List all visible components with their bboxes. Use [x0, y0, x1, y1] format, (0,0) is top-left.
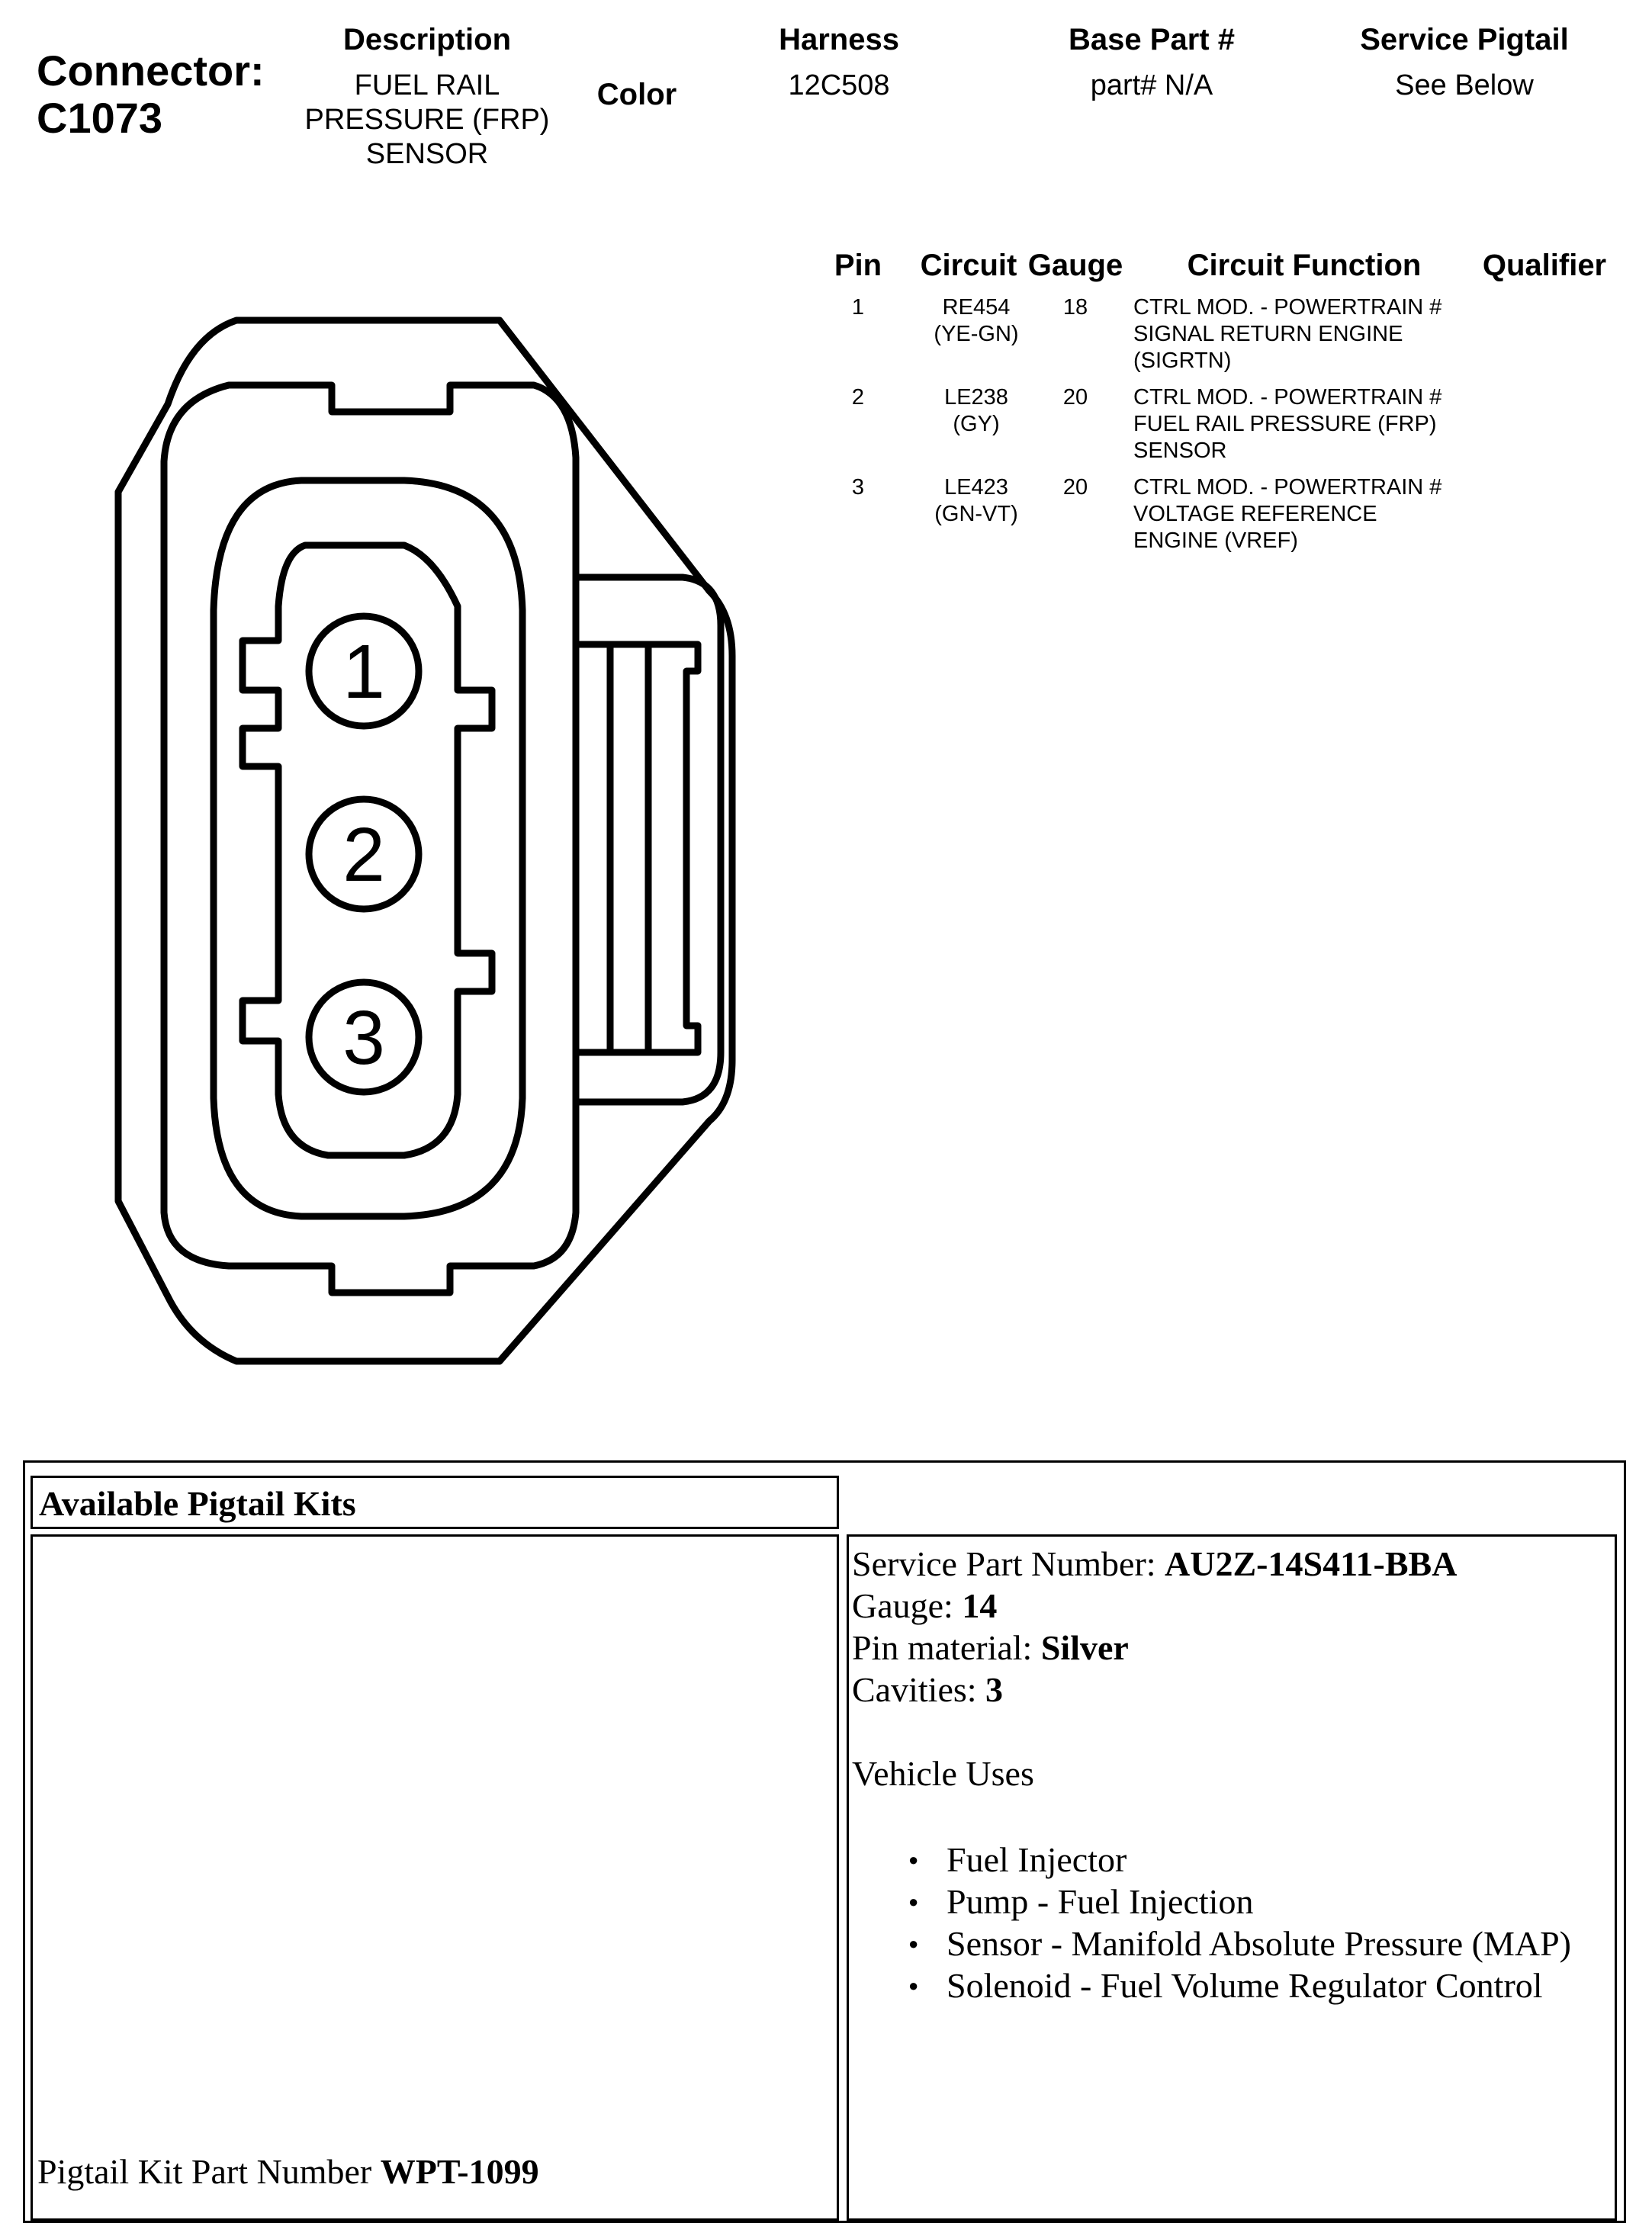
service-part-value: AU2Z-14S411-BBA — [1165, 1544, 1458, 1583]
function-line: CTRL MOD. - POWERTRAIN # — [1133, 295, 1442, 320]
table-row — [824, 294, 1647, 378]
circuit-id: RE454 — [942, 295, 1011, 320]
connector-id: C1073 — [37, 94, 163, 142]
pin-number: 1 — [851, 295, 865, 320]
gauge-header: Gauge — [1027, 249, 1123, 282]
pin-material-label: Pin material: — [852, 1628, 1041, 1667]
list-item: ● Sensor - Manifold Absolute Pressure (MAP) — [852, 1923, 1615, 1964]
kit-details-cell — [847, 1534, 1617, 2221]
pin-material-value: Silver — [1040, 1628, 1129, 1667]
gauge-value: 14 — [962, 1586, 998, 1625]
cavities-value: 3 — [985, 1670, 1004, 1709]
table-row — [824, 474, 1647, 558]
table-row — [824, 384, 1647, 468]
base-part-value: part# N/A — [1090, 69, 1213, 101]
service-pigtail-value: See Below — [1395, 69, 1534, 101]
service-pigtail-label: Service Pigtail — [1360, 23, 1569, 56]
gauge-label: Gauge: — [852, 1586, 963, 1625]
list-item: ● Fuel Injector — [852, 1839, 1615, 1881]
vehicle-uses-label: Vehicle Uses — [852, 1754, 1034, 1793]
pin-number: 2 — [851, 385, 865, 410]
connector-face-diagram — [0, 0, 808, 1418]
circuit-color: (GY) — [953, 412, 1000, 436]
qualifier-header: Qualifier — [1482, 249, 1607, 282]
service-part-number — [852, 1543, 1615, 1585]
kit-part-value: WPT-1099 — [380, 2152, 539, 2191]
color-label: Color — [596, 78, 677, 111]
function-line: SIGNAL RETURN ENGINE — [1133, 322, 1403, 346]
list-item: ● Pump - Fuel Injection — [852, 1881, 1615, 1923]
circuit-id: LE238 — [944, 385, 1008, 410]
function-line: CTRL MOD. - POWERTRAIN # — [1133, 385, 1442, 410]
circuit-color: (GN-VT) — [934, 502, 1018, 526]
base-part-label: Base Part # — [1069, 23, 1235, 56]
function-cell — [1133, 384, 1530, 464]
description-line: FUEL RAIL — [354, 69, 500, 101]
kits-title: Available Pigtail Kits — [39, 1484, 356, 1523]
cavities-line — [852, 1669, 1615, 1711]
harness-label: Harness — [779, 23, 899, 56]
cavity-label: 1 — [342, 629, 385, 715]
gauge-line — [852, 1585, 1615, 1627]
function-cell — [1133, 474, 1530, 554]
circuit-header: Circuit — [920, 249, 1017, 282]
pin-number: 3 — [851, 475, 865, 500]
function-header: Circuit Function — [1187, 249, 1422, 282]
gauge-cell: 18 — [1062, 295, 1088, 320]
list-item: ● Solenoid - Fuel Volume Regulator Control — [852, 1964, 1615, 2006]
latch-frame — [576, 644, 698, 1052]
pin-header: Pin — [834, 249, 882, 282]
cavities-label: Cavities: — [852, 1670, 986, 1709]
function-line: FUEL RAIL PRESSURE (FRP) — [1133, 412, 1437, 436]
function-cell — [1133, 294, 1530, 374]
kit-image-cell — [31, 1534, 839, 2221]
circuit-id: LE423 — [944, 475, 1008, 500]
circuit-color: (YE-GN) — [934, 322, 1019, 346]
kit-part-number — [37, 2151, 539, 2192]
function-line: (SIGRTN) — [1133, 349, 1232, 373]
vehicle-uses-list — [852, 1839, 1615, 2006]
cavity-label: 3 — [342, 995, 385, 1081]
harness-value: 12C508 — [788, 69, 890, 101]
function-line: CTRL MOD. - POWERTRAIN # — [1133, 475, 1442, 500]
function-line: SENSOR — [1133, 438, 1227, 463]
cavity-label: 2 — [342, 812, 385, 898]
pin-material-line — [852, 1627, 1615, 1669]
description-line: PRESSURE (FRP) — [304, 104, 550, 136]
function-line: VOLTAGE REFERENCE — [1133, 502, 1377, 526]
connector-label: Connector: — [37, 47, 265, 95]
service-part-label: Service Part Number: — [852, 1544, 1165, 1583]
gauge-cell: 20 — [1062, 385, 1088, 410]
kits-title-cell — [31, 1476, 839, 1529]
kit-part-label: Pigtail Kit Part Number — [37, 2152, 381, 2191]
gauge-cell: 20 — [1062, 475, 1088, 500]
description-label: Description — [342, 23, 512, 56]
description-line: SENSOR — [365, 138, 489, 170]
function-line: ENGINE (VREF) — [1133, 528, 1298, 553]
